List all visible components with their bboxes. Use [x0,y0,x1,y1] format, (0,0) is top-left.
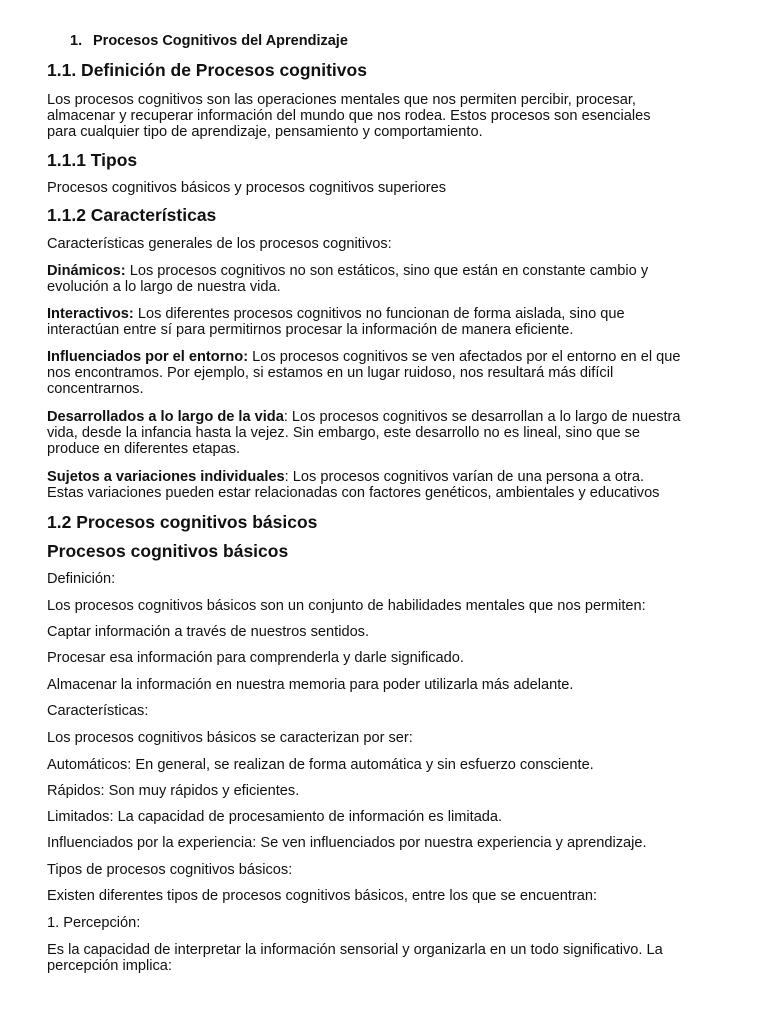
heading-definicion: 1.1. Definición de Procesos cognitivos [47,60,367,80]
definicion-label: Definición: [47,571,116,587]
procesar-item: Procesar esa información para comprenderla y darle significado. [47,650,464,666]
desarrollados-text: : Los procesos cognitivos se desarrollan a lo largo de nuestra [283,409,681,425]
caracteristicas-label: Características: [47,703,149,719]
heading-caracteristicas: 1.1.2 Características [47,205,217,225]
list-heading [70,33,348,49]
influenciados-line: nos encontramos. Por ejemplo, si estamos en un lugar ruidoso, nos resultará más difícil [47,365,614,381]
desarrollados-line: produce en diferentes etapas. [47,441,241,457]
desarrollados-line: vida, desde la infancia hasta la vejez. Sin embargo, este desarrollo no es lineal, sino que se [47,425,641,441]
tipos-basicos-label: Tipos de procesos cognitivos básicos: [47,862,293,878]
almacenar-item: Almacenar la información en nuestra memoria para poder utilizarla más adelante. [47,677,574,693]
influenciados-line [47,349,681,366]
rapidos-item: Rápidos: Son muy rápidos y eficientes. [47,783,300,799]
definicion-line: Los procesos cognitivos son las operaciones mentales que nos permiten percibir, procesar, [47,92,636,108]
list-number: 1. [70,33,83,49]
percepcion-line: percepción implica: [47,958,172,974]
list-heading-text: Procesos Cognitivos del Aprendizaje [93,33,348,49]
percepcion-title: 1. Percepción: [47,915,141,931]
percepcion-line: Es la capacidad de interpretar la información sensorial y organizarla en un todo significativo. La [47,942,663,958]
interactivos-text: Los diferentes procesos cognitivos no funcionan de forma aislada, sino que [133,306,625,322]
caracteristicas-intro: Características generales de los procesos cognitivos: [47,236,392,252]
heading-basicos: Procesos cognitivos básicos [47,541,289,561]
heading-basicos-numbered: 1.2 Procesos cognitivos básicos [47,512,318,532]
basicos-intro: Los procesos cognitivos básicos son un conjunto de habilidades mentales que nos permiten: [47,598,646,614]
influenciados-line: concentrarnos. [47,381,144,397]
definicion-line: para cualquier tipo de aprendizaje, pensamiento y comportamiento. [47,124,483,140]
heading-tipos: 1.1.1 Tipos [47,150,138,170]
automaticos-item: Automáticos: En general, se realizan de forma automática y sin esfuerzo consciente. [47,757,594,773]
caracteristicas-basicos-intro: Los procesos cognitivos básicos se caracterizan por ser: [47,730,413,746]
sujetos-line [47,469,644,486]
interactivos-line [47,306,625,323]
sujetos-label: Sujetos a variaciones individuales [47,469,285,485]
interactivos-label: Interactivos: [47,306,134,322]
desarrollados-label: Desarrollados a lo largo de la vida [47,409,284,425]
limitados-item: Limitados: La capacidad de procesamiento de información es limitada. [47,809,503,825]
sujetos-text: : Los procesos cognitivos varían de una persona a otra. [284,469,645,485]
sujetos-line: Estas variaciones pueden estar relacionadas con factores genéticos, ambientales y educativos [47,485,660,501]
captar-item: Captar información a través de nuestros sentidos. [47,624,370,640]
dinamicos-line [47,263,648,280]
desarrollados-line [47,409,681,426]
dinamicos-label: Dinámicos: [47,263,126,279]
tipos-basicos-intro: Existen diferentes tipos de procesos cognitivos básicos, entre los que se encuentran: [47,888,598,904]
influenciados-experiencia-item: Influenciados por la experiencia: Se ven influenciados por nuestra experiencia y aprendizaje. [47,835,647,851]
influenciados-label: Influenciados por el entorno: [47,349,249,365]
interactivos-line: interactúan entre sí para permitirnos procesar la información de manera eficiente. [47,322,574,338]
tipos-text: Procesos cognitivos básicos y procesos cognitivos superiores [47,180,447,196]
definicion-line: almacenar y recuperar información del mundo que nos rodea. Estos procesos son esenciales [47,108,651,124]
dinamicos-line: evolución a lo largo de nuestra vida. [47,279,281,295]
influenciados-text: Los procesos cognitivos se ven afectados por el entorno en el que [248,349,681,365]
dinamicos-text: Los procesos cognitivos no son estáticos, sino que están en constante cambio y [125,263,649,279]
